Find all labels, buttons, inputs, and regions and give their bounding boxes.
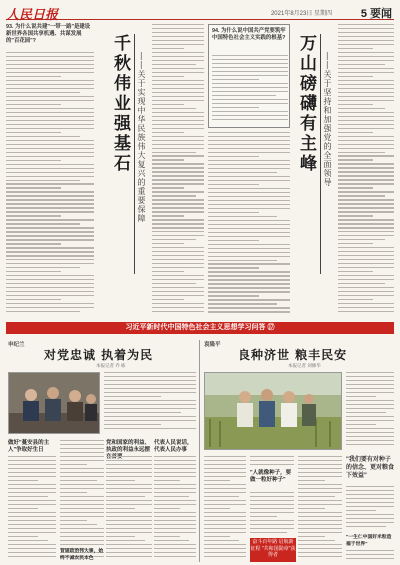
bottom-left-body-col4 xyxy=(154,456,196,560)
bottom-left-body-col3 xyxy=(106,456,152,560)
headline-rule-right xyxy=(320,34,321,274)
bottom-right-body-col4 xyxy=(346,486,394,532)
article-93-body xyxy=(6,52,94,318)
masthead xyxy=(6,4,394,23)
bottom-left-byline: 本报记者 乔 栋 xyxy=(96,363,126,368)
bottom-right-intro xyxy=(346,372,394,450)
article-93-cont-col1 xyxy=(152,24,204,318)
bottom-right-sub1: "人就像种子，要做一粒好种子" xyxy=(250,470,292,483)
page-number: 5 要闻 xyxy=(360,8,392,20)
article-94-body xyxy=(208,132,290,318)
right-headline: 万山磅礴有主峰 xyxy=(296,34,316,174)
left-headline: 千秋伟业强基石 xyxy=(110,34,130,174)
bottom-right-body-col3 xyxy=(298,456,342,560)
shen-jilan-photo xyxy=(8,372,100,434)
bottom-left-sub1: 做好"蔓安县的主人"争取好生日 xyxy=(8,440,50,453)
article-94-cont xyxy=(338,24,394,318)
bottom-left-sub4: 代表人民说话，代表人民办事 xyxy=(154,440,193,453)
bottom-right-sub2: "一生仁中国好米粒造福于世界" xyxy=(346,535,392,547)
bottom-right-column-label: 袁隆平 xyxy=(204,342,221,348)
bottom-left-title: 对党忠诚 执着为民 xyxy=(44,348,154,362)
bottom-left-sub2: 背诵政治伟大事，始终不减农民本色 xyxy=(60,549,104,561)
bottom-right-body-col1 xyxy=(204,456,246,560)
newspaper-logo: 人民日报 xyxy=(6,8,59,23)
question-94-intro xyxy=(212,55,288,125)
pull-quote: "我们要有对种子的信念、更对粮食下效益" xyxy=(346,457,395,479)
question-93-heading: 93. 为什么说共建"一带一路"是建设新世界各国共享机遇、共谋发展的"百花园"? xyxy=(6,24,91,44)
yuan-longping-photo xyxy=(204,372,342,450)
bottom-right-body-col2b xyxy=(250,492,294,536)
right-subheadline: ——关于坚持和加强党的全面领导 xyxy=(323,52,332,187)
series-banner: 习近平新时代中国特色社会主义思想学习问答 ⑰ xyxy=(6,322,394,334)
left-subheadline: ——关于实现中华民族伟大复兴的重要保障 xyxy=(137,52,146,223)
bottom-left-body-col1 xyxy=(8,456,56,560)
headline-rule xyxy=(134,34,135,274)
medal-series-box: 奋斗百年路 启航新征程 "共和国勋章"获得者 xyxy=(250,538,296,562)
bottom-right-title: 良种济世 粮丰民安 xyxy=(238,348,348,362)
bottom-right-body-col4b xyxy=(346,550,394,562)
question-94-heading: 94. 为什么说中国共产党要筑牢中国特色社会主义实践的根基? xyxy=(212,28,286,41)
question-94-box xyxy=(208,24,290,128)
bottom-right-byline: 本报记者 刘修华 xyxy=(288,363,321,368)
bottom-left-column-label: 申纪兰 xyxy=(8,342,25,348)
bottom-left-sub3: 党和国家的利益、执政的利益永远摆 xyxy=(106,440,151,453)
issue-date: 2021年8月23日 星期四 xyxy=(270,11,332,17)
bottom-left-intro xyxy=(104,372,196,434)
bottom-left-body-col2 xyxy=(60,440,104,560)
column-divider xyxy=(199,340,200,562)
bottom-right-body-col2a xyxy=(250,456,294,468)
